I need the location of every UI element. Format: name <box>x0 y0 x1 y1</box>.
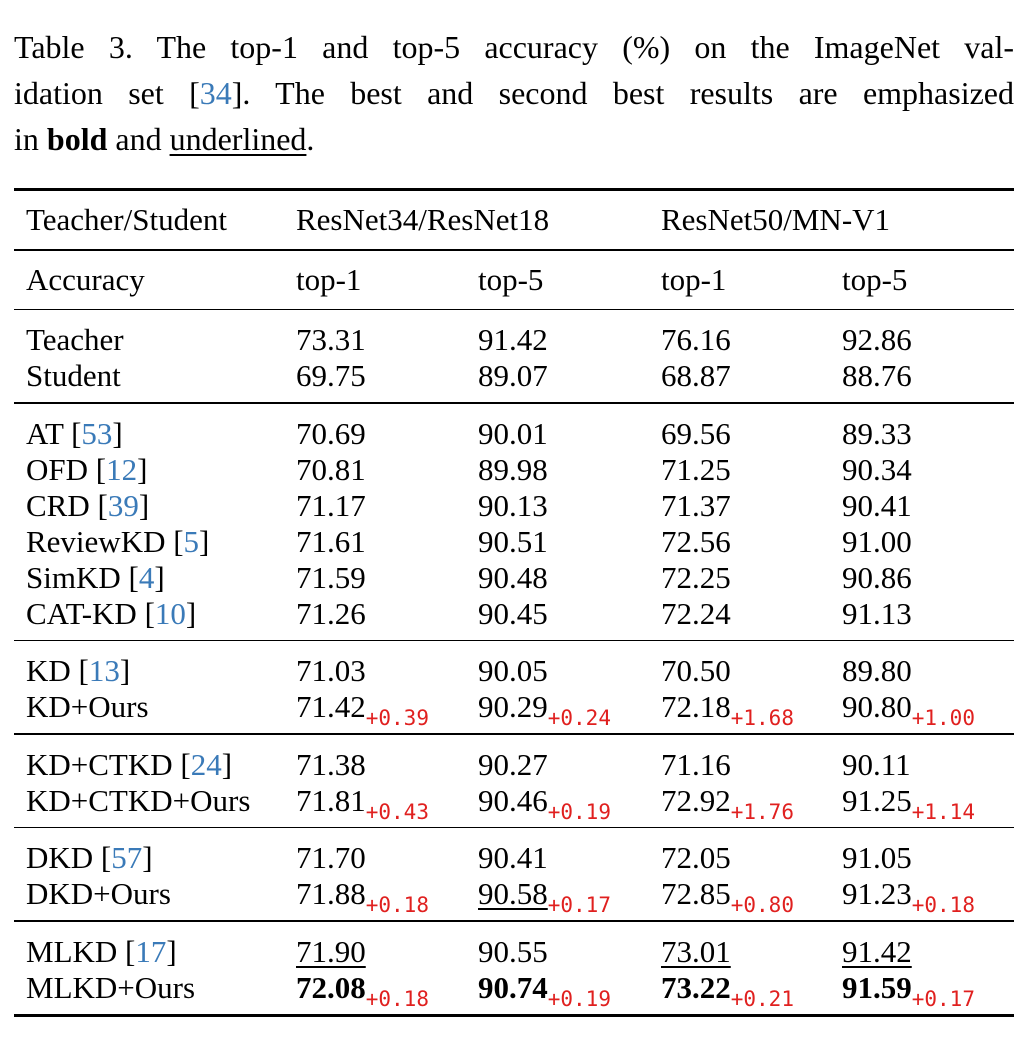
row-name: KD+Ours <box>26 689 149 724</box>
row-name: KD [13] <box>26 653 131 688</box>
cell-value: $72.18_{+1.68}$ <box>661 689 794 730</box>
cell-value: 89.33 <box>842 415 912 451</box>
row-name: AT [53] <box>26 415 123 451</box>
gain-label: +0.19 <box>547 986 611 1011</box>
cell-value: $71.88_{+0.18}$ <box>296 876 429 917</box>
row-name: Student <box>26 358 121 393</box>
cell-value: 71.26 <box>296 595 366 631</box>
cell-value: 90.45 <box>478 595 548 631</box>
cell-value: 71.38 <box>296 746 366 782</box>
second-best-value: 73.01 <box>661 933 731 969</box>
gain-label: +1.76 <box>730 799 794 824</box>
row-name: MLKD [17] <box>26 933 177 969</box>
header-top5-b: top-5 <box>842 261 908 297</box>
gain-label: +0.24 <box>547 706 611 730</box>
cell-value: 72.25 <box>661 559 731 595</box>
table-caption <box>14 24 1014 162</box>
cell-value: $71.81_{+0.43}$ <box>296 782 429 824</box>
gain-label: +0.18 <box>911 893 975 917</box>
table-row <box>14 452 1014 488</box>
gain-label: +0.17 <box>547 893 611 917</box>
cell-value: $90.46_{+0.19}$ <box>478 782 611 824</box>
second-best-value: 71.90 <box>296 933 366 969</box>
cell-value: 90.13 <box>478 487 548 523</box>
gain-label: +0.19 <box>547 799 611 824</box>
cell-value: 71.03 <box>296 653 366 688</box>
table-row <box>14 934 1014 970</box>
cell-value: 90.51 <box>478 523 548 559</box>
cell-value: $90.80_{+1.00}$ <box>842 689 975 730</box>
citation-link[interactable]: 57 <box>111 840 143 875</box>
cell-value <box>842 970 975 1009</box>
cell-value <box>296 970 429 1009</box>
gain-label: +0.39 <box>365 706 429 730</box>
cell-value <box>842 934 912 970</box>
table-row <box>14 560 1014 596</box>
cell-value: 90.41 <box>842 487 912 523</box>
table-row <box>14 969 1014 1011</box>
row-name: KD+CTKD [24] <box>26 746 233 782</box>
header-top5-a: top-5 <box>478 261 544 297</box>
table-row <box>14 358 1014 394</box>
cell-value: $90.29_{+0.24}$ <box>478 689 611 730</box>
caption-line-2: idation set [34]. The best and second best results are emphasized <box>14 75 1014 111</box>
citation-link[interactable]: 24 <box>190 746 222 782</box>
cell-value <box>661 934 731 970</box>
second-best-value: 91.42 <box>842 933 912 969</box>
row-name: MLKD+Ours <box>26 969 196 1005</box>
gain-label: +1.00 <box>911 706 975 730</box>
caption-line-3: in bold and underlined. <box>14 121 315 157</box>
cell-value: 72.05 <box>661 840 731 875</box>
cell-value: 72.24 <box>661 595 731 631</box>
cell-value <box>478 970 611 1009</box>
cell-value: $91.23_{+0.18}$ <box>842 876 975 917</box>
row-name: DKD [57] <box>26 840 153 875</box>
cell-value: 91.05 <box>842 840 912 875</box>
gain-label: +0.80 <box>730 893 794 917</box>
gain-label: +0.17 <box>911 986 975 1011</box>
cell-value: 71.70 <box>296 840 366 875</box>
cell-value: 69.56 <box>661 415 731 451</box>
cell-value: 91.13 <box>842 595 912 631</box>
cell-value: 91.42 <box>478 322 548 357</box>
cell-value: 71.61 <box>296 523 366 559</box>
header-row-metrics <box>14 251 1014 309</box>
row-name: CRD [39] <box>26 487 150 523</box>
cell-value: 71.25 <box>661 451 731 487</box>
cell-value: 91.00 <box>842 523 912 559</box>
cell-value: 89.98 <box>478 451 548 487</box>
cell-value: 71.16 <box>661 746 731 782</box>
citation-link[interactable]: 10 <box>154 595 186 631</box>
best-value: 91.59 <box>842 969 912 1005</box>
table-row <box>14 653 1014 689</box>
row-name: DKD+Ours <box>26 876 171 911</box>
table-row <box>14 322 1014 358</box>
header-top1-b: top-1 <box>661 261 727 297</box>
table-row <box>14 416 1014 452</box>
cell-value: 73.31 <box>296 322 366 357</box>
second-best-value: 90.58 <box>478 876 548 911</box>
citation-link[interactable]: 13 <box>88 653 120 688</box>
cell-value: 90.34 <box>842 451 912 487</box>
cell-value: 90.48 <box>478 559 548 595</box>
citation-link[interactable]: 5 <box>183 523 200 559</box>
cell-value: 88.76 <box>842 358 912 393</box>
cell-value: 90.86 <box>842 559 912 595</box>
cell-value: 68.87 <box>661 358 731 393</box>
best-value: 72.08 <box>296 969 366 1005</box>
table-row <box>14 840 1014 876</box>
cell-value: 90.11 <box>842 746 911 782</box>
header-accuracy: Accuracy <box>26 261 145 297</box>
row-name: ReviewKD [5] <box>26 523 210 559</box>
cell-value: 71.37 <box>661 487 731 523</box>
best-value: 90.74 <box>478 969 548 1005</box>
table-row <box>14 876 1014 917</box>
citation-link[interactable]: 4 <box>138 559 155 595</box>
cell-value <box>296 934 366 970</box>
cell-value: 90.41 <box>478 840 548 875</box>
row-name: OFD [12] <box>26 451 148 487</box>
cell-value: 90.27 <box>478 746 548 782</box>
cell-value: $72.85_{+0.80}$ <box>661 876 794 917</box>
cell-value: 92.86 <box>842 322 912 357</box>
cell-value <box>661 970 794 1009</box>
gain-label: +0.21 <box>730 986 794 1011</box>
row-name: Teacher <box>26 322 124 357</box>
caption-line-1: Table 3. The top-1 and top-5 accuracy (%) on the ImageNet val- <box>14 29 1014 65</box>
cell-value: 69.75 <box>296 358 366 393</box>
cell-value: 71.17 <box>296 487 366 523</box>
row-name: CAT-KD [10] <box>26 595 197 631</box>
cell-value: 70.50 <box>661 653 731 688</box>
cell-value: $71.42_{+0.39}$ <box>296 689 429 730</box>
table-row <box>14 596 1014 632</box>
header-teacher-student: Teacher/Student <box>26 202 227 237</box>
gain-label: +0.43 <box>365 799 429 824</box>
table-row <box>14 782 1014 824</box>
citation-link[interactable]: 39 <box>107 487 139 523</box>
cell-value: $91.25_{+1.14}$ <box>842 782 975 824</box>
citation-link[interactable]: 17 <box>135 933 167 969</box>
table-row <box>14 524 1014 560</box>
cell-value: 71.59 <box>296 559 366 595</box>
cell-value <box>478 876 611 915</box>
header-group-resnet50-mnv1: ResNet50/MN-V1 <box>661 202 891 237</box>
row-name: SimKD [4] <box>26 559 165 595</box>
cell-value: 90.05 <box>478 653 548 688</box>
bottom-rule <box>14 1014 1014 1017</box>
gain-label: +0.18 <box>365 893 429 917</box>
gain-label: +0.18 <box>365 986 429 1011</box>
citation-link[interactable]: 12 <box>106 451 138 487</box>
cell-value: 70.69 <box>296 415 366 451</box>
table-row <box>14 488 1014 524</box>
table-row <box>14 689 1014 730</box>
citation-link[interactable]: 53 <box>81 415 113 451</box>
header-row-models <box>14 191 1014 249</box>
cell-value: 90.01 <box>478 415 548 451</box>
cell-value: 89.07 <box>478 358 548 393</box>
table-row <box>14 747 1014 783</box>
cell-value: $72.92_{+1.76}$ <box>661 782 794 824</box>
results-table <box>14 188 1014 1017</box>
gain-label: +1.14 <box>911 799 975 824</box>
cell-value: 76.16 <box>661 322 731 357</box>
cell-value: 89.80 <box>842 653 912 688</box>
cell-value: 90.55 <box>478 933 548 969</box>
row-name: KD+CTKD+Ours <box>26 782 251 818</box>
cell-value: 72.56 <box>661 523 731 559</box>
best-value: 73.22 <box>661 969 731 1005</box>
gain-label: +1.68 <box>730 706 794 730</box>
citation-link[interactable]: 34 <box>199 75 232 111</box>
header-group-resnet34-resnet18: ResNet34/ResNet18 <box>296 202 550 237</box>
header-top1-a: top-1 <box>296 261 362 297</box>
cell-value: 70.81 <box>296 451 366 487</box>
